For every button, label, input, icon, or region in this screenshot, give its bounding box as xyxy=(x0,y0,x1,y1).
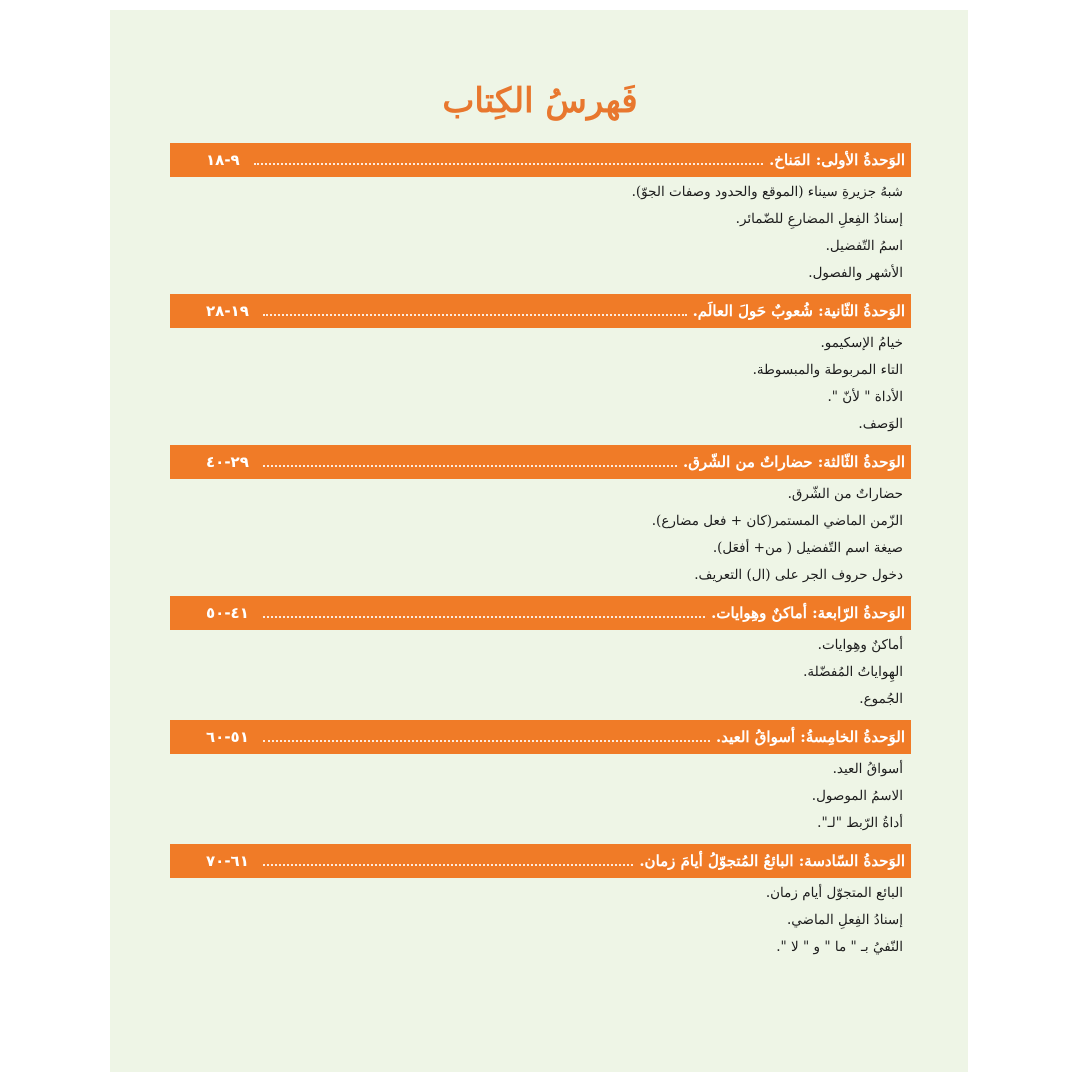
lesson-item[interactable]: إسنادُ الفِعلِ المضارعِ للضّمائر. xyxy=(735,211,903,227)
lesson-list xyxy=(170,177,911,293)
lesson-item[interactable]: الزّمن الماضي المستمر(كان + فعل مضارع). xyxy=(651,513,903,529)
lesson-item[interactable]: أسواقُ العيد. xyxy=(832,761,903,777)
leader-dots xyxy=(263,314,687,316)
lesson-item[interactable]: الجُموع. xyxy=(859,691,903,707)
lesson-item[interactable]: الهِواياتُ المُفضّلة. xyxy=(803,664,903,680)
unit-header[interactable] xyxy=(170,596,911,630)
lesson-item[interactable]: التاء المربوطة والمبسوطة. xyxy=(752,362,903,378)
unit-title: الوَحدةُ الخامِسةُ: أسواقُ العيد. xyxy=(715,728,905,746)
lesson-item[interactable]: الأداة " لأنّ ". xyxy=(827,389,903,405)
lesson-item[interactable]: خيامُ الإسكيمو. xyxy=(820,335,903,351)
leader-dots xyxy=(263,740,710,742)
leader-dots xyxy=(263,864,633,866)
lesson-item[interactable]: إسنادُ الفِعلِ الماضي. xyxy=(786,912,903,928)
unit-header[interactable] xyxy=(170,720,911,754)
unit-title: الوَحدةُ الأولى: المَناخ. xyxy=(769,151,905,169)
lesson-item[interactable]: شبهُ جزيرةِ سيناء (الموقع والحدود وصفات الجوّ). xyxy=(631,184,903,200)
unit-title: الوَحدةُ الثّالثة: حضاراتٌ من الشّرق. xyxy=(683,453,905,471)
lesson-item[interactable]: اسمُ التّفضيل. xyxy=(825,238,903,254)
page-title: فَهرسُ الكِتاب xyxy=(442,81,638,121)
unit-title: الوَحدةُ الرّابعة: أماكنٌ وهِوايات. xyxy=(711,604,905,622)
lesson-item[interactable]: صيغة اسم التّفضيل ( من+ أفعَل). xyxy=(712,540,903,556)
toc-unit-5 xyxy=(170,720,911,843)
table-of-contents xyxy=(170,143,911,968)
lesson-item[interactable]: الاسمُ الموصول. xyxy=(811,788,903,804)
lesson-list xyxy=(170,479,911,595)
unit-page-range: ١٩-٢٨ xyxy=(206,302,249,320)
unit-page-range: ٦١-٧٠ xyxy=(206,852,249,870)
unit-title: الوَحدةُ الثّانية: شُعوبٌ حَولَ العالَم. xyxy=(692,302,905,320)
leader-dots xyxy=(254,163,763,165)
toc-unit-1 xyxy=(170,143,911,293)
lesson-item[interactable]: دخول حروف الجر على (ال) التعريف. xyxy=(694,567,903,583)
toc-unit-6 xyxy=(170,844,911,967)
unit-page-range: ٩-١٨ xyxy=(206,151,240,169)
lesson-item[interactable]: حضاراتٌ من الشّرق. xyxy=(787,486,903,502)
toc-unit-3 xyxy=(170,445,911,595)
lesson-list xyxy=(170,754,911,843)
unit-header[interactable] xyxy=(170,844,911,878)
toc-unit-4 xyxy=(170,596,911,719)
unit-page-range: ٥١-٦٠ xyxy=(206,728,249,746)
lesson-item[interactable]: النّفيُ بـ " ما " و " لا ". xyxy=(776,939,903,955)
unit-title: الوَحدةُ السّادسة: البائعُ المُتجوّلُ أيامَ زمان. xyxy=(639,852,905,870)
unit-header[interactable] xyxy=(170,294,911,328)
lesson-list xyxy=(170,630,911,719)
lesson-item[interactable]: الوَصف. xyxy=(858,416,903,432)
unit-page-range: ٤١-٥٠ xyxy=(206,604,249,622)
unit-header[interactable] xyxy=(170,445,911,479)
lesson-item[interactable]: أماكنٌ وهِوايات. xyxy=(817,637,903,653)
lesson-list xyxy=(170,328,911,444)
lesson-item[interactable]: أداةُ الرّبط "لـ". xyxy=(817,815,903,831)
unit-header[interactable] xyxy=(170,143,911,177)
lesson-list xyxy=(170,878,911,967)
leader-dots xyxy=(263,616,705,618)
leader-dots xyxy=(263,465,677,467)
lesson-item[interactable]: الأشهر والفصول. xyxy=(808,265,903,281)
toc-unit-2 xyxy=(170,294,911,444)
unit-page-range: ٢٩-٤٠ xyxy=(206,453,249,471)
lesson-item[interactable]: البائع المتجوّل أيام زمان. xyxy=(765,885,903,901)
